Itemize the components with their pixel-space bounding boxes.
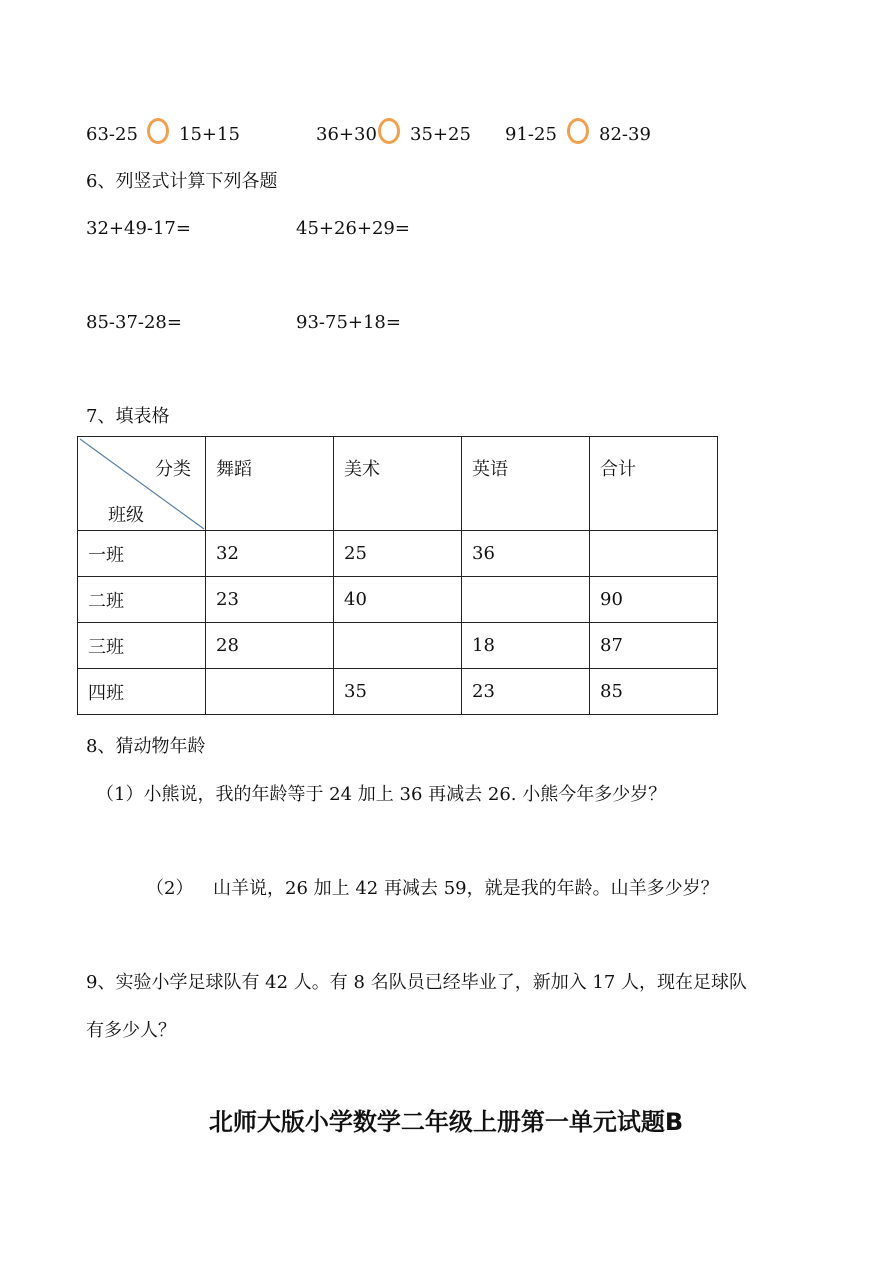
- table-cell: 18: [462, 623, 590, 669]
- q6-title: 6、列竖式计算下列各题: [86, 171, 278, 192]
- table-cell: 23: [462, 669, 590, 715]
- compare-blank-circle-3[interactable]: [567, 118, 589, 144]
- table-cell: 90: [590, 577, 718, 623]
- q8-sub1: （1）小熊说，我的年龄等于 24 加上 36 再减去 26. 小熊今年多少岁？: [96, 784, 667, 805]
- row-label: 一班: [78, 531, 206, 577]
- q9-line2: 有多少人？: [86, 1020, 176, 1041]
- q8-sub2-number: （2）: [146, 878, 194, 899]
- q6-problem-1: 32+49-17=: [86, 218, 191, 239]
- q8-sub2-text: 山羊说，26 加上 42 再减去 59，就是我的年龄。山羊多少岁？: [213, 878, 719, 899]
- table-cell-blank[interactable]: [334, 623, 462, 669]
- table-cell: 23: [206, 577, 334, 623]
- header-art: 美术: [334, 437, 462, 531]
- table-cell: 40: [334, 577, 462, 623]
- table-cell: 85: [590, 669, 718, 715]
- header-english: 英语: [462, 437, 590, 531]
- activity-table: [77, 436, 718, 715]
- row-label: 二班: [78, 577, 206, 623]
- compare-right-3: 82-39: [599, 124, 651, 145]
- header-total: 合计: [590, 437, 718, 531]
- table-cell: 35: [334, 669, 462, 715]
- q6-problem-4: 93-75+18=: [296, 312, 401, 333]
- table-row: [78, 623, 718, 669]
- row-label: 四班: [78, 669, 206, 715]
- q6-problem-2: 45+26+29=: [296, 218, 410, 239]
- corner-label-class: 班级: [108, 505, 144, 526]
- q7-title: 7、填表格: [86, 406, 170, 427]
- compare-blank-circle-2[interactable]: [378, 118, 400, 144]
- table-cell-blank[interactable]: [590, 531, 718, 577]
- compare-right-1: 15+15: [179, 124, 240, 145]
- compare-right-2: 35+25: [410, 124, 471, 145]
- q9-line1: 9、实验小学足球队有 42 人。有 8 名队员已经毕业了，新加入 17 人，现在足球队: [86, 972, 748, 993]
- table-corner-cell: [78, 437, 206, 531]
- table-cell-blank[interactable]: [462, 577, 590, 623]
- q6-problem-3: 85-37-28=: [86, 312, 182, 333]
- table-row: [78, 669, 718, 715]
- row-label: 三班: [78, 623, 206, 669]
- table-cell: 28: [206, 623, 334, 669]
- page-title: 北师大版小学数学二年级上册第一单元试题B: [208, 1108, 684, 1136]
- table-row: [78, 577, 718, 623]
- q8-title: 8、猜动物年龄: [86, 736, 206, 757]
- compare-left-3: 91-25: [505, 124, 557, 145]
- table-cell-blank[interactable]: [206, 669, 334, 715]
- table-cell: 25: [334, 531, 462, 577]
- table-header-row: [78, 437, 718, 531]
- compare-blank-circle-1[interactable]: [147, 118, 169, 144]
- table-row: [78, 531, 718, 577]
- compare-left-1: 63-25: [86, 124, 138, 145]
- header-dance: 舞蹈: [206, 437, 334, 531]
- table-cell: 32: [206, 531, 334, 577]
- corner-label-category: 分类: [155, 459, 191, 480]
- table-cell: 36: [462, 531, 590, 577]
- table-cell: 87: [590, 623, 718, 669]
- compare-left-2: 36+30: [316, 124, 377, 145]
